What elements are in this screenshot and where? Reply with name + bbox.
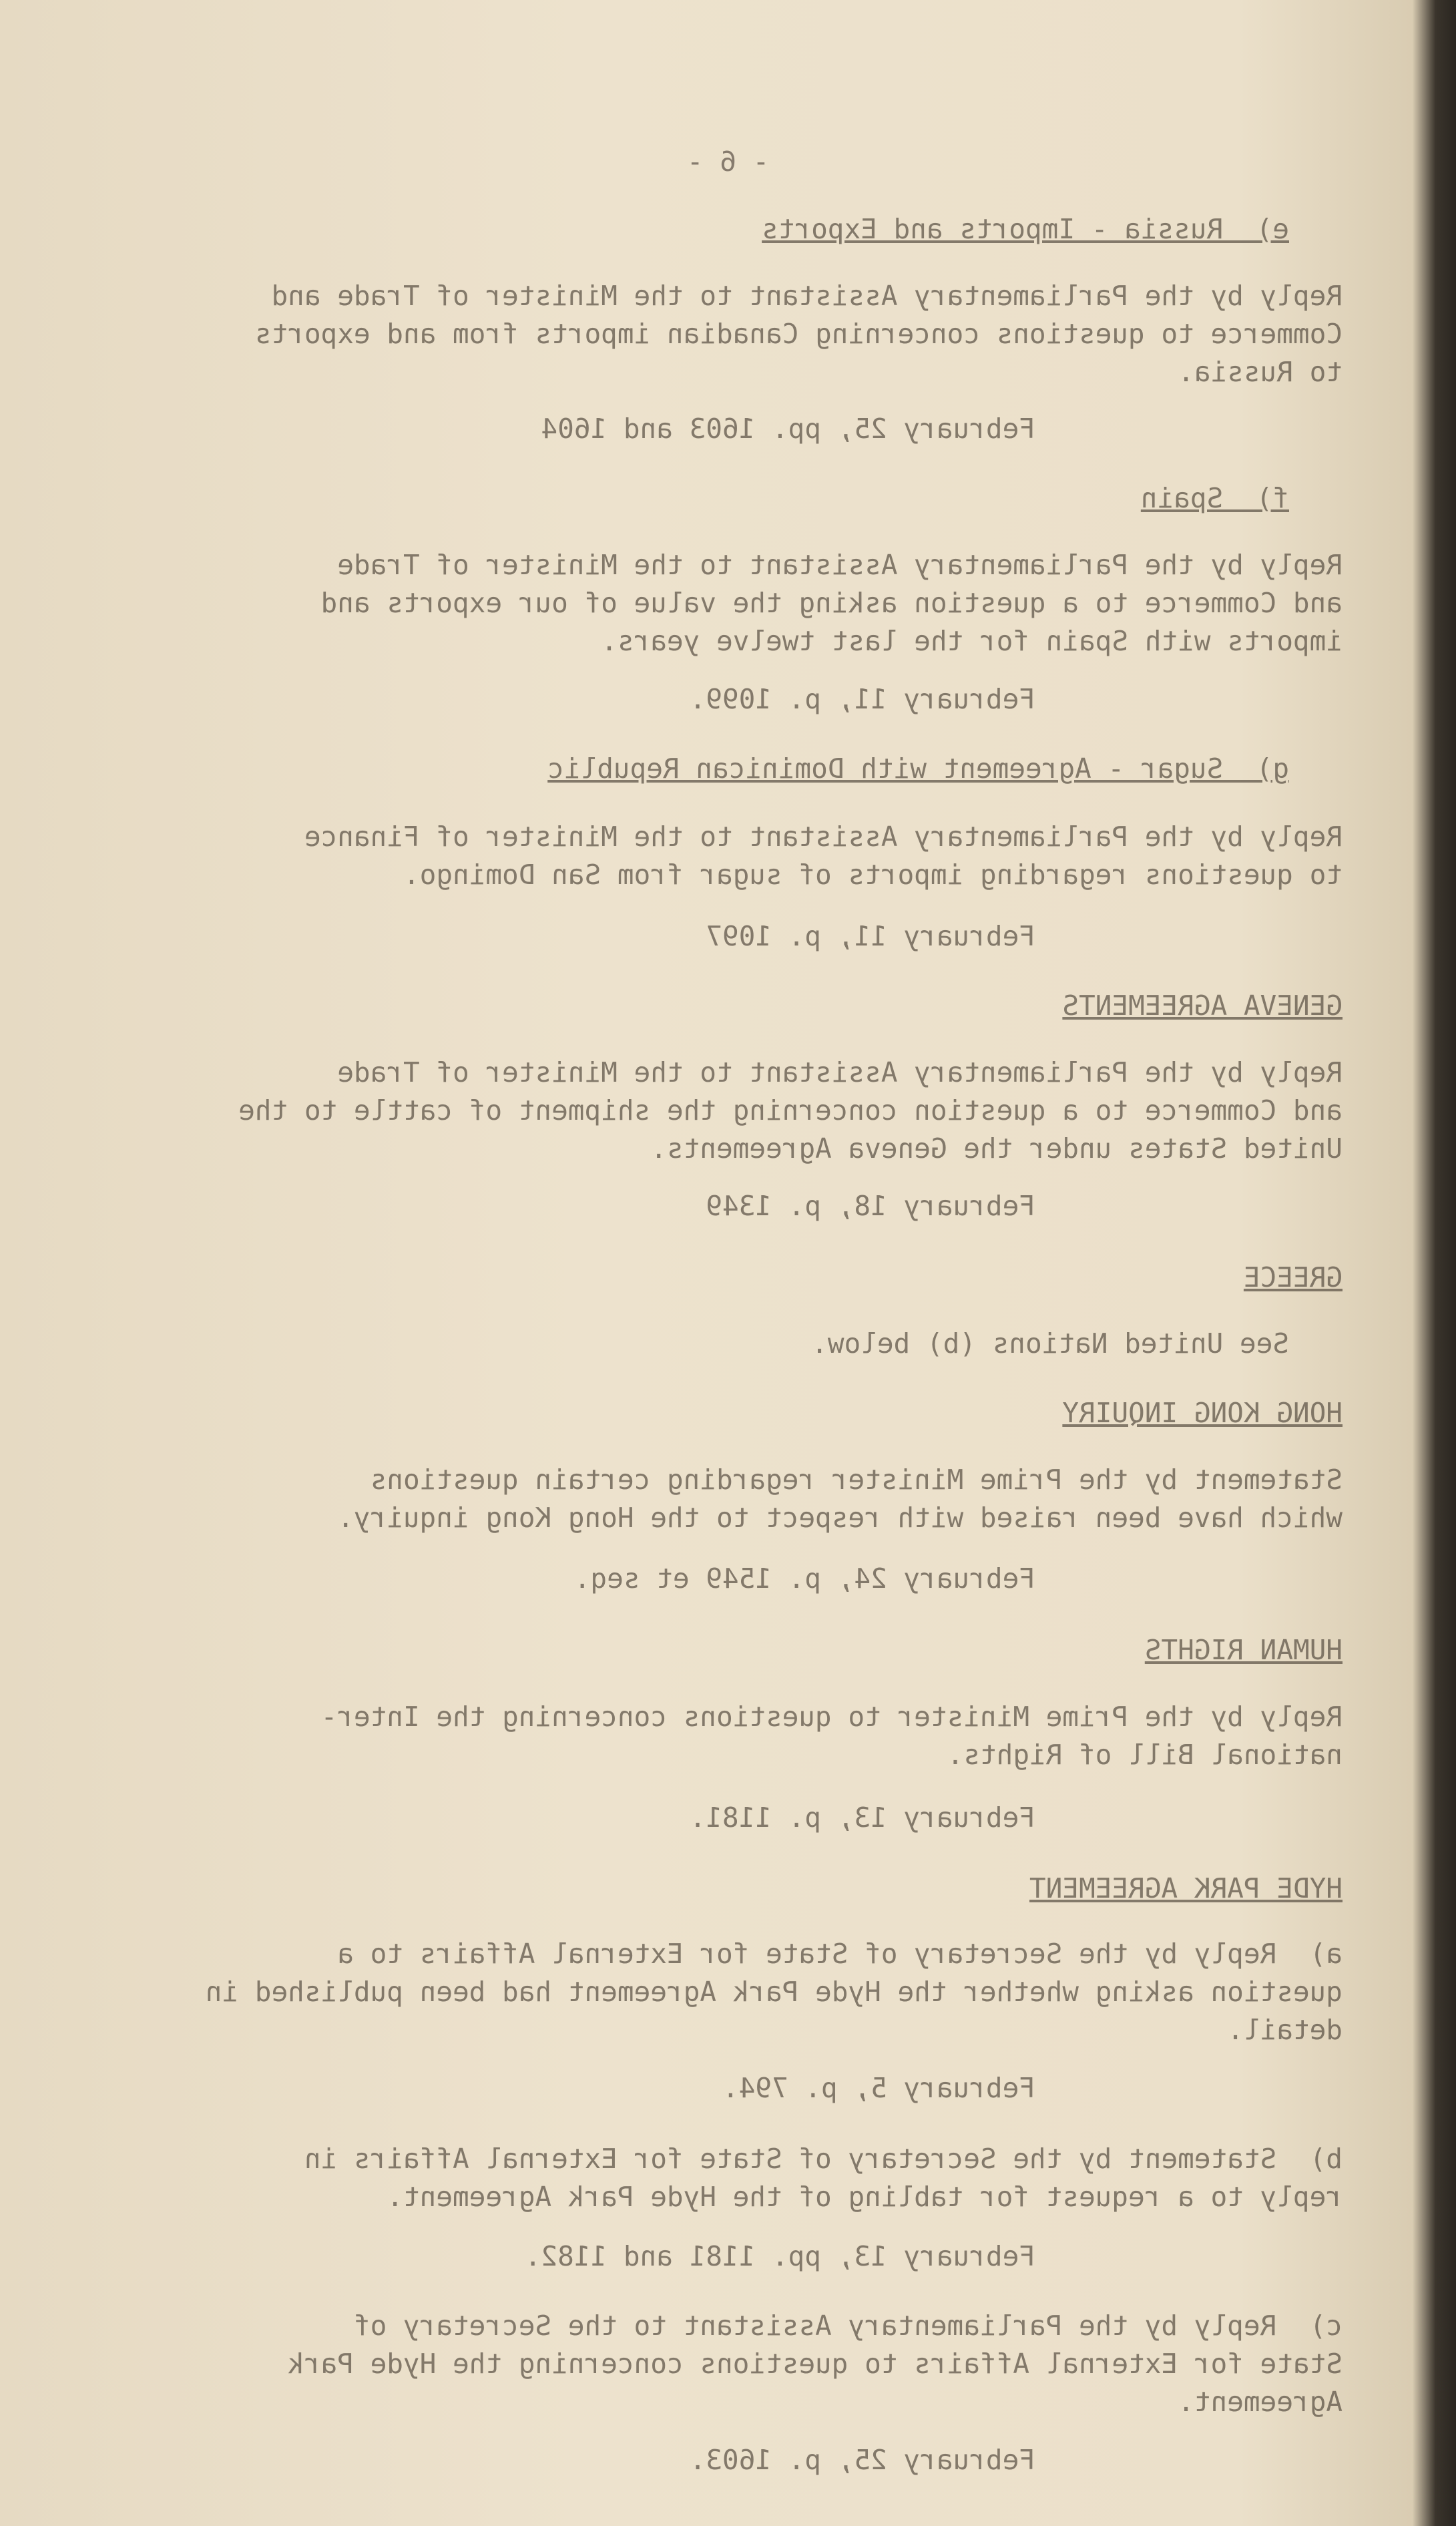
- body-greece: See United Nations (b) below.: [811, 1327, 1289, 1359]
- body-russia: Reply by the Parliamentary Assistant to the Minister of Trade and Commerce to questions concerning Canadian imports from and exports to Russia.: [254, 280, 1343, 388]
- heading-humanrights: HUMAN RIGHTS: [1144, 1634, 1343, 1666]
- heading-greece: GREECE: [1243, 1261, 1343, 1293]
- ref-hydepark-b: February 13, pp. 1181 and 1182.: [524, 2240, 1035, 2272]
- heading-sugar: g) Sugar - Agreement with Dominican Republic: [547, 753, 1289, 785]
- ref-geneva: February 18, p. 1349: [706, 1190, 1035, 1222]
- heading-hydepark: HYDE PARK AGREEMENT: [1029, 1872, 1343, 1904]
- ref-hydepark-c: February 25, p. 1603.: [689, 2444, 1035, 2476]
- body-geneva: Reply by the Parliamentary Assistant to the Minister of Trade and Commerce to a question concerning the shipment of cattle to the United States under the Geneva Agreements.: [238, 1056, 1343, 1165]
- body-hydepark-b: b) Statement by the Secretary of State for External Affairs in reply to a request for tabling of the Hyde Park Agreement.: [304, 2143, 1343, 2213]
- body-spain: Reply by the Parliamentary Assistant to the Minister of Trade and Commerce to a question asking the value of our exports and imports with Spain for the last twelve years.: [320, 549, 1343, 657]
- ref-sugar: February 11, p. 1097: [706, 920, 1035, 952]
- ref-humanrights: February 13, p. 1181.: [689, 1802, 1035, 1834]
- ref-hydepark-a: February 5, p. 794.: [722, 2072, 1035, 2104]
- body-sugar: Reply by the Parliamentary Assistant to the Minister of Finance to questions regarding imports of sugar from San Domingo.: [304, 821, 1343, 891]
- heading-spain: f) Spain: [1140, 482, 1289, 514]
- body-hydepark-a: a) Reply by the Secretary of State for External Affairs to a question asking whether the Hyde Park Agreement had been published in detail.: [205, 1938, 1343, 2046]
- body-hongkong: Statement by the Prime Minister regarding certain questions which have been raised with respect to the Hong Kong inquiry.: [337, 1464, 1343, 1534]
- body-hydepark-c: c) Reply by the Parliamentary Assistant to the Secretary of State for External Affairs to questions concerning the Hyde Park Agreement.: [288, 2310, 1343, 2418]
- heading-hongkong: HONG KONG INQUIRY: [1062, 1397, 1343, 1429]
- body-humanrights: Reply by the Prime Minister to questions concerning the Inter- national Bill of Rights.: [320, 1701, 1343, 1771]
- ref-russia: February 25, pp. 1603 and 1604: [541, 413, 1035, 445]
- heading-geneva: GENEVA AGREEMENTS: [1062, 990, 1343, 1022]
- ref-spain: February 11, p. 1099.: [689, 683, 1035, 715]
- heading-russia: e) Russia - Imports and Exports: [762, 213, 1289, 245]
- page-number: - 6 -: [686, 146, 770, 178]
- ref-hongkong: February 24, p. 1549 et seq.: [573, 1562, 1035, 1595]
